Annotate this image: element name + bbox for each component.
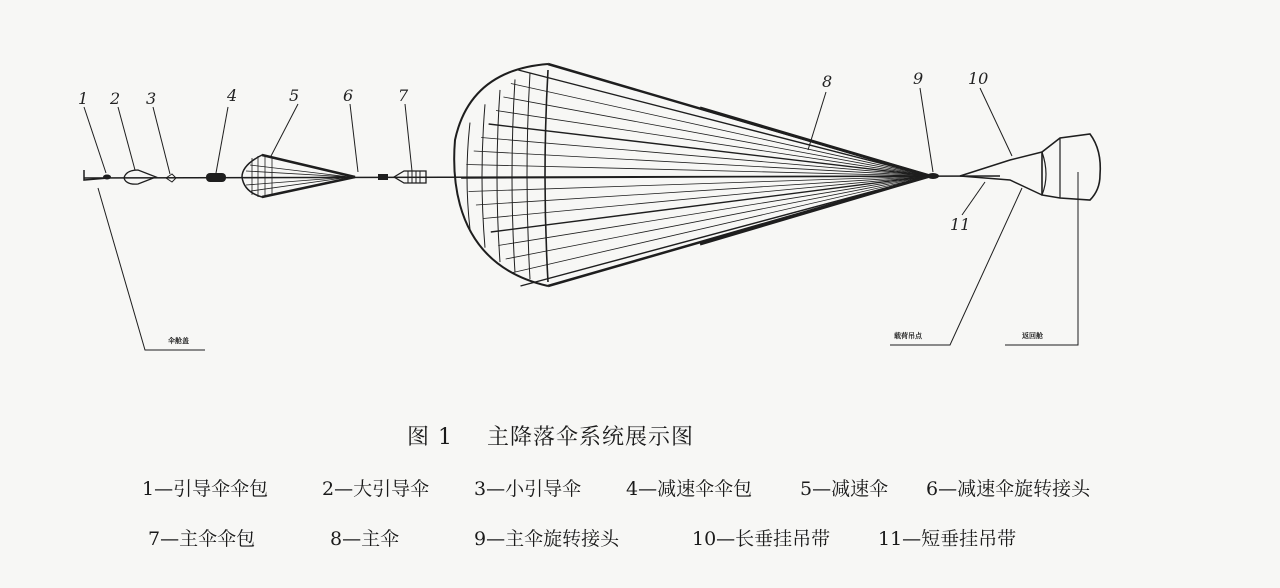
canopy-seam — [545, 70, 548, 282]
callout-3: 3 — [146, 89, 157, 108]
figure-number: 图 1 — [407, 425, 453, 450]
drogue-chute — [242, 155, 355, 197]
legend-item: 3—小引导伞 — [474, 478, 582, 500]
capsule-risers — [960, 152, 1042, 195]
label-return-capsule: 返回舱 — [1022, 332, 1043, 340]
callout-9: 9 — [913, 69, 924, 88]
main-swivel — [927, 173, 939, 179]
drogue-swivel — [378, 174, 388, 180]
legend-item: 6—减速伞旋转接头 — [926, 478, 1091, 500]
callout-8: 8 — [822, 72, 833, 91]
callout-7: 7 — [398, 86, 409, 105]
callout-1: 1 — [78, 89, 89, 108]
legend-item: 1—引导伞伞包 — [142, 478, 269, 500]
callout-5: 5 — [289, 86, 300, 105]
legend-item: 5—减速伞 — [800, 478, 889, 500]
canopy-suspension-line — [521, 176, 931, 286]
pilot-pack-knot — [103, 175, 111, 180]
label-hatch-cover: 伞舱盖 — [168, 337, 189, 345]
canopy-seam — [527, 73, 530, 279]
canopy-suspension-line — [476, 176, 930, 205]
legend-item: 9—主伞旋转接头 — [474, 528, 620, 550]
return-capsule — [1042, 134, 1100, 200]
canopy-seam — [497, 90, 500, 262]
canopy-suspension-line — [489, 124, 930, 176]
legend-item: 2—大引导伞 — [322, 478, 430, 500]
large-pilot-chute — [124, 170, 156, 184]
figure-title: 主降落伞系统展示图 — [487, 425, 695, 450]
callout-2: 2 — [110, 89, 121, 108]
legend-item: 7—主伞伞包 — [148, 528, 256, 550]
legend-item: 11—短垂挂吊带 — [878, 528, 1017, 550]
legend-item: 4—减速伞伞包 — [626, 478, 753, 500]
leader-lines — [84, 88, 1078, 350]
legend-item: 10—长垂挂吊带 — [692, 528, 831, 550]
drogue-pack — [206, 173, 226, 182]
callout-6: 6 — [343, 86, 354, 105]
callout-4: 4 — [227, 86, 238, 105]
label-load-point: 载荷吊点 — [894, 332, 922, 340]
canopy-seam — [482, 104, 485, 247]
canopy-seam — [467, 123, 470, 230]
canopy-suspension-line — [491, 176, 930, 232]
main-canopy — [454, 64, 930, 286]
figure-caption — [407, 420, 694, 451]
legend-item: 8—主伞 — [330, 528, 400, 550]
callout-10: 10 — [968, 69, 989, 88]
canopy-suspension-line — [511, 84, 930, 177]
callout-11: 11 — [950, 215, 971, 234]
canopy-suspension-line — [513, 176, 930, 273]
